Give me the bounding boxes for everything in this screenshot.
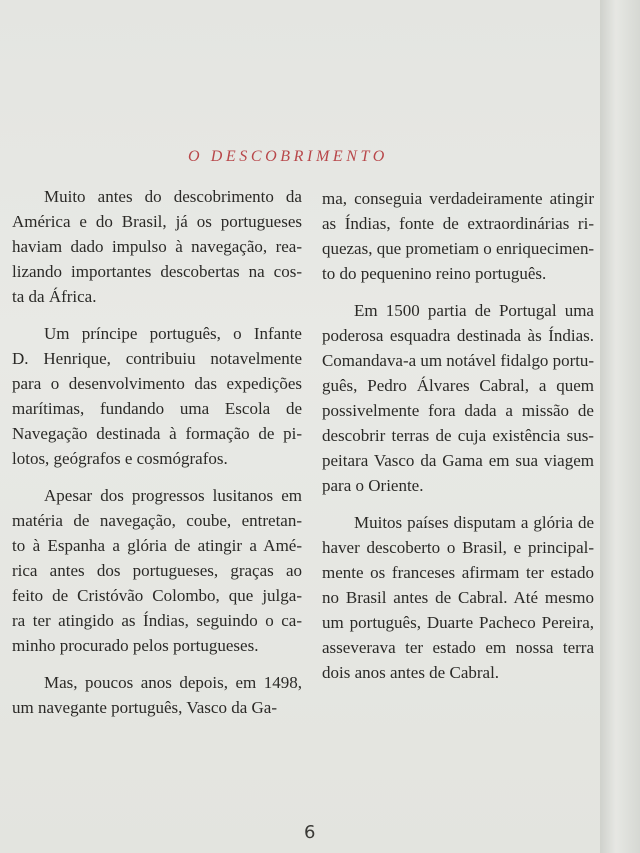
text-line: ta da África. [12, 287, 97, 306]
text-line: Navegação destinada à formação de pi- [12, 424, 303, 443]
paragraph [322, 510, 594, 685]
page-number: 6 [304, 822, 316, 843]
text-line: matéria de navegação, coube, entretan- [12, 511, 302, 530]
text-line: para o Oriente. [322, 476, 424, 495]
paragraph [12, 321, 302, 471]
text-line: Mas, poucos anos depois, em 1498, [44, 673, 303, 692]
text-line: no Brasil antes de Cabral. Até mesmo [322, 588, 594, 607]
text-line: to do pequenino reino português. [322, 264, 547, 283]
paragraph [12, 483, 302, 658]
text-line: ma, conseguia verdadeiramente atingir [322, 189, 594, 208]
paragraph-gap [322, 498, 594, 510]
text-line: haver descoberto o Brasil, e principal- [322, 538, 595, 557]
text-line: guês, Pedro Álvares Cabral, a quem [322, 376, 594, 395]
text-line: marítimas, fundando uma Escola de [12, 399, 302, 418]
text-line: América e do Brasil, já os portugueses [12, 212, 302, 231]
text-line: Apesar dos progressos lusitanos em [44, 486, 302, 505]
text-line: Muitos países disputam a glória de [354, 513, 594, 532]
text-line: feito de Cristóvão Colombo, que julga- [12, 586, 302, 605]
text-line: D. Henrique, contribuiu notavelmente [12, 349, 302, 368]
paragraph [322, 186, 594, 286]
paragraph [12, 184, 302, 309]
text-line: asseverava ter estado em nossa terra [322, 638, 595, 657]
text-line: descobrir terras de cuja existência sus- [322, 426, 594, 445]
text-line: dois anos antes de Cabral. [322, 663, 500, 682]
page-edge [600, 0, 640, 853]
text-line: Muito antes do descobrimento da [44, 187, 302, 206]
text-line: lotos, geógrafos e cosmógrafos. [12, 449, 228, 468]
text-line: poderosa esquadra destinada às Índias. [322, 326, 595, 345]
right-column [322, 186, 594, 685]
text-line: Em 1500 partia de Portugal uma [354, 301, 594, 320]
text-line: um navegante português, Vasco da Ga- [12, 698, 277, 717]
paragraph-gap [12, 309, 302, 321]
text-line: lizando importantes descobertas na cos- [12, 262, 303, 281]
text-line: rica antes dos portugueses, graças ao [12, 561, 302, 580]
paragraph-gap [12, 658, 302, 670]
text-line: to à Espanha a glória de atingir a Amé- [12, 536, 303, 555]
text-line: haviam dado impulso à navegação, rea- [12, 237, 303, 256]
paragraph [322, 298, 594, 498]
text-line: possivelmente fora dada a missão de [322, 401, 594, 420]
left-column [12, 184, 302, 720]
text-line: peitara Vasco da Gama em sua viagem [322, 451, 594, 470]
text-line: as Índias, fonte de extraordinárias ri- [322, 214, 594, 233]
text-line: quezas, que prometiam o enriquecimen- [322, 239, 595, 258]
paragraph-gap [12, 471, 302, 483]
text-line: ra ter atingido as Índias, seguindo o ca- [12, 611, 303, 630]
paragraph-gap [322, 286, 594, 298]
chapter-title: O DESCOBRIMENTO [188, 148, 388, 165]
text-line: Um príncipe português, o Infante [44, 324, 302, 343]
paragraph [12, 670, 302, 720]
text-line: mente os franceses afirmam ter estado [322, 563, 594, 582]
text-line: Comandava-a um notável fidalgo portu- [322, 351, 595, 370]
text-line: minho procurado pelos portugueses. [12, 636, 259, 655]
text-line: para o desenvolvimento das expedições [12, 374, 302, 393]
text-line: um português, Duarte Pacheco Pereira, [322, 613, 595, 632]
